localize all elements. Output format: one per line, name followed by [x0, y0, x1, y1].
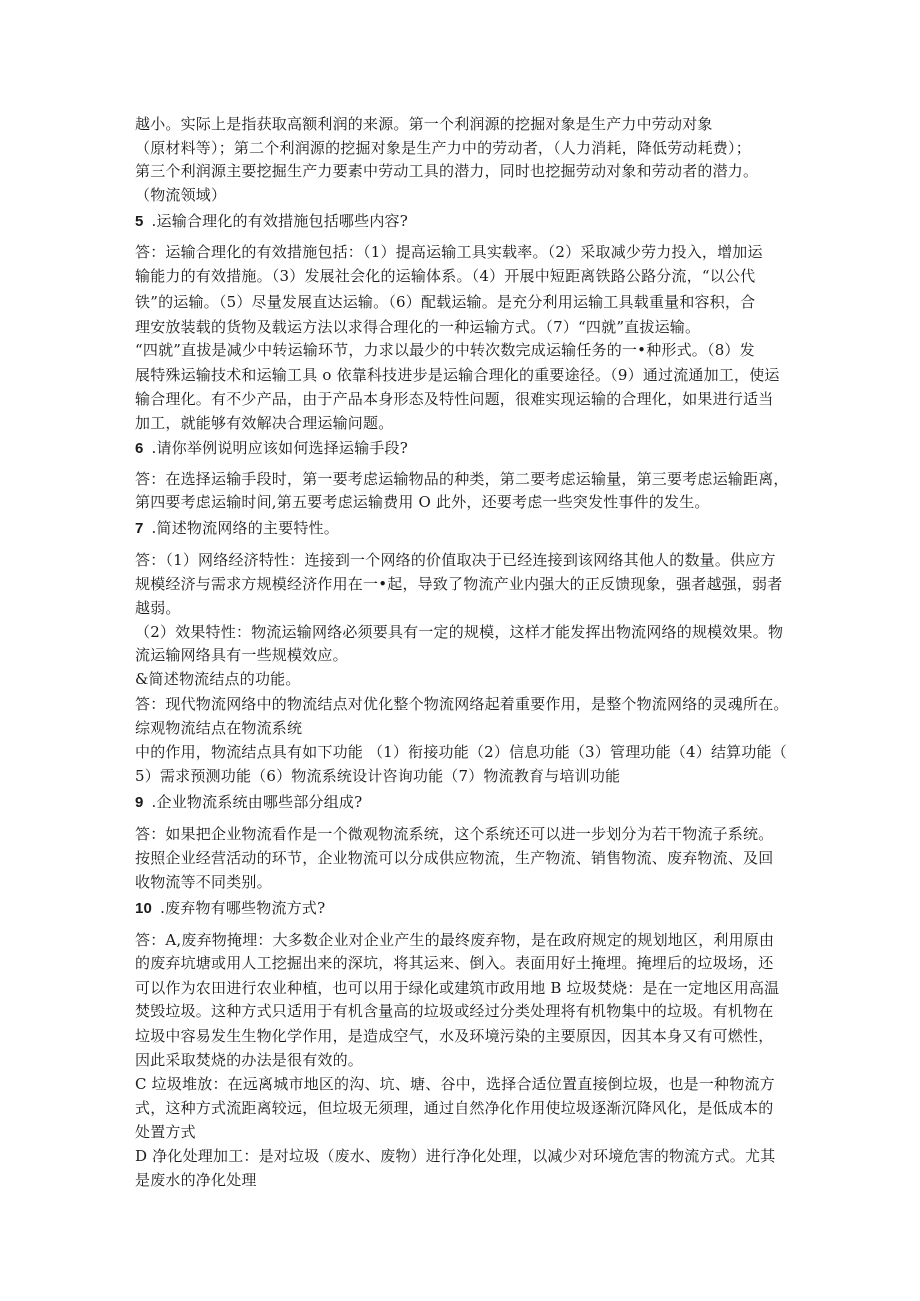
question-number: 5 [135, 213, 144, 230]
answer-5-line-1: 答：运输合理化的有效措施包括：（1）提高运输工具实载率。（2）采取减少劳力投入，增加运 [135, 243, 763, 261]
question-number: 6 [135, 440, 144, 457]
answer-9-line-3: 收物流等不同类别。 [135, 873, 272, 891]
answer-10-c-line-2: 式，这种方式流距离较远，但垃圾无须理，通过自然净化作用使垃圾逐渐沉降风化，是低成本的 [135, 1099, 774, 1117]
answer-10-c-line-3: 处置方式 [135, 1123, 196, 1141]
intro-line-4: （物流领域） [135, 186, 227, 204]
question-7 [135, 518, 339, 539]
answer-10-d-line-1: D 净化处理加工：是对垃圾（废水、废物）进行净化处理，以减少对环境危害的物流方式。尤其 [135, 1147, 776, 1165]
question-text: .请你举例说明应该如何选择运输手段? [151, 439, 408, 457]
question-5 [135, 211, 408, 232]
question-text: .运输合理化的有效措施包括哪些内容? [151, 212, 408, 230]
question-text: .简述物流网络的主要特性。 [151, 519, 339, 537]
question-10 [135, 898, 325, 919]
answer-5-line-2: 输能力的有效措施。（3）发展社会化的运输体系。（4）开展中短距离铁路公路分流，“以公代 [135, 267, 756, 285]
answer-9-line-2: 按照企业经营活动的环节，企业物流可以分成供应物流，生产物流、销售物流、废弃物流、及回 [135, 849, 774, 867]
intro-line-2: （原材料等）；第二个利润源的挖掘对象是生产力中的劳动者，（人力消耗，降低劳动耗费）； [135, 139, 751, 157]
answer-10-line-6: 因此采取焚烧的办法是很有效的。 [135, 1051, 364, 1069]
question-number: 10 [135, 900, 153, 917]
question-text: .废弃物有哪些物流方式? [160, 899, 326, 917]
question-number: 9 [135, 794, 144, 811]
answer-10-line-1: 答：A,废弃物掩埋：大多数企业对企业产生的最终废弃物，是在政府规定的规划地区，利用原由 [135, 931, 775, 949]
intro-line-1: 越小。实际上是指获取高额利润的来源。第一个利润源的挖掘对象是生产力中劳动对象 [135, 115, 713, 133]
answer-10-line-4: 焚毁垃圾。这种方式只适用于有机含量高的垃圾或经过分类处理将有机物集中的垃圾。有机物在 [135, 1002, 774, 1020]
question-8: &简述物流结点的功能。 [135, 670, 301, 688]
answer-8-line-3: 中的作用，物流结点具有如下功能 （1）衔接功能（2）信息功能（3）管理功能（4）结算功能（ [135, 743, 787, 761]
intro-line-3: 第三个利润源主要挖掘生产力要素中劳动工具的潜力，同时也挖掘劳动对象和劳动者的潜力。 [135, 162, 759, 180]
answer-10-line-2: 的废弃坑塘或用人工挖掘出来的深坑，将其运来、倒入。表面用好土掩埋。掩埋后的垃圾场，还 [135, 954, 774, 972]
answer-5-line-6: 展特殊运输技术和运输工具 o 依靠科技进步是运输合理化的重要途径。（9）通过流通加工，使运 [135, 366, 780, 384]
answer-7-line-4: （2）效果特性：物流运输网络必须要具有一定的规模，这样才能发挥出物流网络的规模效果。物 [135, 623, 784, 641]
answer-7-line-1: 答：（1）网络经济特性：连接到一个网络的价值取决于已经连接到该网络其他人的数量。供应方 [135, 551, 776, 569]
answer-7-line-5: 流运输网络具有一些规模效应。 [135, 646, 348, 664]
answer-10-c-line-1: C 垃圾堆放：在远离城市地区的沟、坑、塘、谷中，选择合适位置直接倒垃圾，也是一种物流方 [135, 1075, 775, 1093]
answer-8-line-4: 5）需求预测功能（6）物流系统设计咨询功能（7）物流教育与培训功能 [135, 767, 621, 785]
answer-6-line-1: 答：在选择运输手段时，第一要考虑运输物品的种类，第二要考虑运输量，第三要考虑运输距离， [135, 470, 789, 488]
answer-5-line-7: 输合理化。有不少产品，由于产品本身形态及特性问题，很难实现运输的合理化，如果进行适当 [135, 390, 774, 408]
answer-8-line-1: 答：现代物流网络中的物流结点对优化整个物流网络起着重要作用，是整个物流网络的灵魂所在。 [135, 695, 789, 713]
answer-5-line-4: 理安放装载的货物及载运方法以求得合理化的一种运输方式。（7）“四就”直拔运输。 [135, 318, 701, 336]
question-9 [135, 792, 362, 813]
answer-10-line-5: 垃圾中容易发生生物化学作用，是造成空气，水及环境污染的主要原因，因其本身又有可燃性， [135, 1027, 774, 1045]
answer-5-line-8: 加工，就能够有效解决合理运输问题。 [135, 414, 394, 432]
answer-10-d-line-2: 是废水的净化处理 [135, 1171, 257, 1189]
answer-7-line-2: 规模经济与需求方规模经济作用在一•起，导致了物流产业内强大的正反馈现象，强者越强，弱者 [135, 575, 783, 593]
question-text: .企业物流系统由哪些部分组成? [151, 793, 363, 811]
answer-5-line-5: “四就”直拔是减少中转运输环节，力求以最少的中转次数完成运输任务的一•种形式。（8）发 [135, 341, 755, 359]
answer-9-line-1: 答：如果把企业物流看作是一个微观物流系统，这个系统还可以进一步划分为若干物流子系统。 [135, 825, 774, 843]
answer-7-line-3: 越弱。 [135, 599, 181, 617]
answer-10-line-3: 可以作为农田进行农业种植，也可以用于绿化或建筑市政用地 B 垃圾焚烧：是在一定地区用高温 [135, 979, 780, 997]
answer-6-line-2: 第四要考虑运输时间,第五要考虑运输费用 O 此外，还要考虑一些突发性事件的发生。 [135, 493, 710, 511]
question-number: 7 [135, 520, 144, 537]
question-6 [135, 438, 408, 459]
answer-8-line-2: 综观物流结点在物流系统 [135, 719, 303, 737]
answer-5-line-3: 铁”的运输。（5）尽量发展直达运输。（6）配载运输。是充分利用运输工具载重量和容积，合 [135, 293, 756, 311]
